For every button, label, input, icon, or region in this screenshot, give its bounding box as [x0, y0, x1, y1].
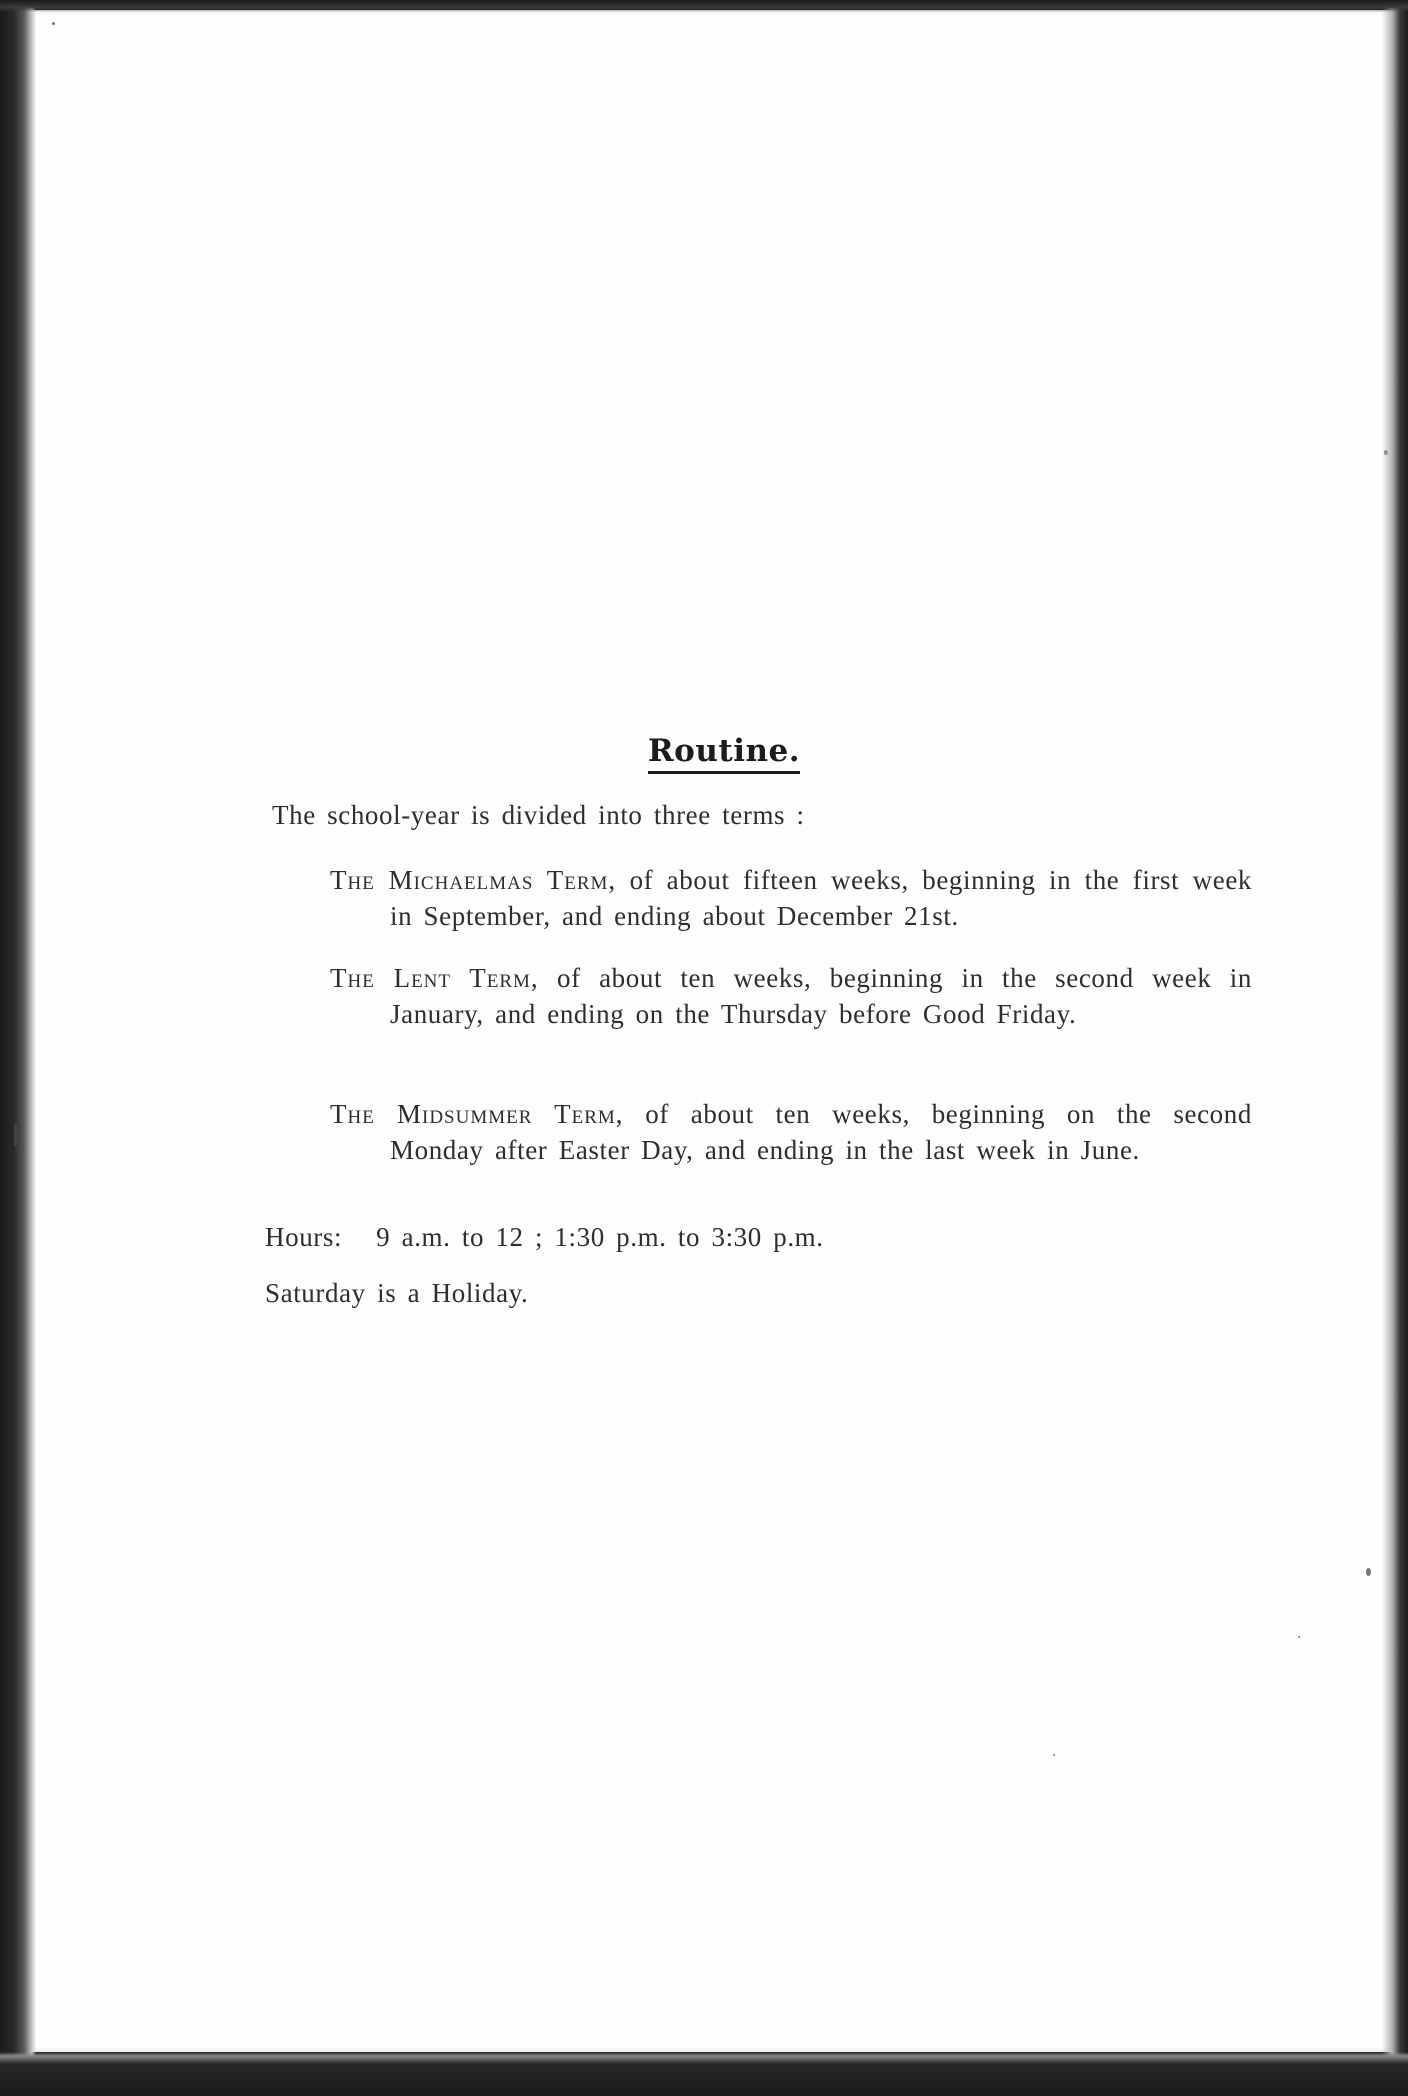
intro-paragraph: The school-year is divided into three terms :	[272, 800, 805, 830]
saturday-note: Saturday is a Holiday.	[265, 1278, 529, 1308]
term-lent	[330, 960, 1252, 1032]
page-heading	[0, 733, 1408, 774]
page-speck	[1053, 1754, 1055, 1756]
scan-right-edge	[1382, 0, 1408, 2096]
term-description: of about ten weeks, beginning in the second week in January, and ending on the Thursday before Good Friday.	[390, 963, 1252, 1029]
term-name: The Midsummer Term,	[330, 1099, 624, 1129]
page-speck	[1366, 1568, 1371, 1576]
heading-text: Routine.	[648, 733, 800, 774]
page-speck	[1298, 1636, 1300, 1638]
term-michaelmas	[330, 862, 1252, 934]
scan-left-edge	[0, 0, 36, 2096]
scan-bottom-edge	[0, 2052, 1408, 2096]
page-speck	[52, 22, 55, 25]
term-midsummer	[330, 1096, 1252, 1168]
term-name: The Lent Term,	[330, 963, 539, 993]
term-description: of about fifteen weeks, beginning in the first week in September, and ending about December 21st.	[390, 865, 1253, 931]
hours-value: 9 a.m. to 12 ; 1:30 p.m. to 3:30 p.m.	[376, 1222, 824, 1252]
term-name: The Michaelmas Term,	[330, 865, 617, 895]
margin-mark	[14, 1124, 17, 1146]
hours-label: Hours:	[265, 1222, 343, 1252]
hours-line	[265, 1222, 1165, 1253]
scan-top-edge	[0, 0, 1408, 12]
term-description: of about ten weeks, beginning on the second Monday after Easter Day, and ending in the last week in June.	[390, 1099, 1252, 1165]
